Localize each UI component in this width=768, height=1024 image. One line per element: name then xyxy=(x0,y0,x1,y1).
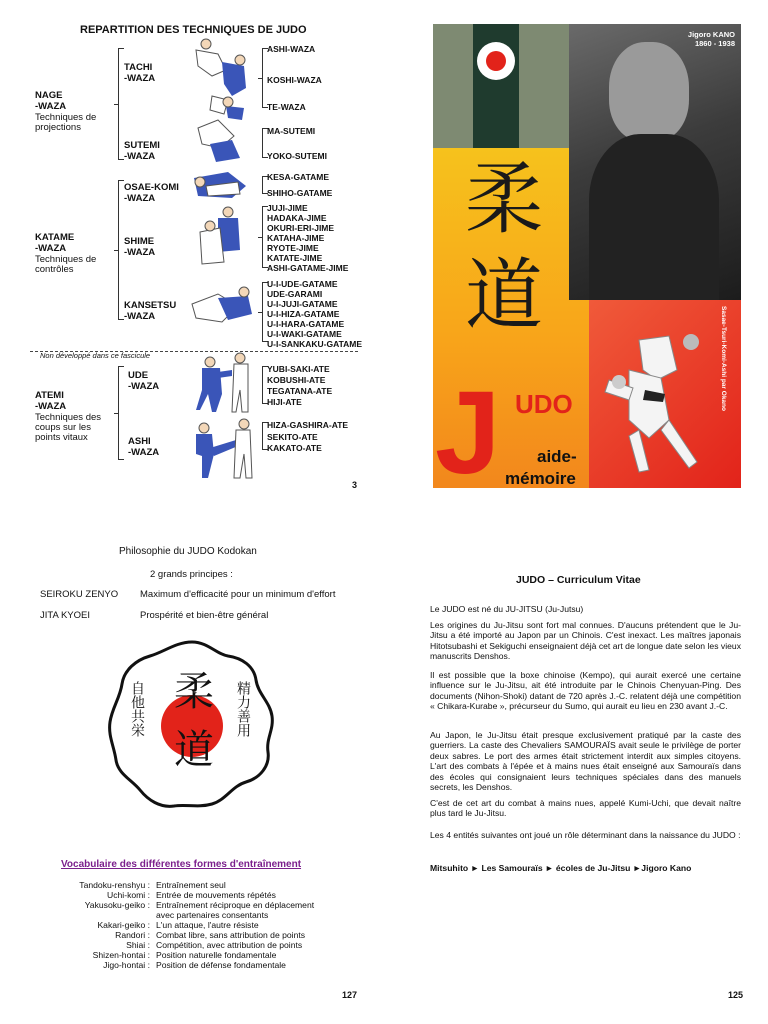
kansetsu-item-3: U-I-HIZA-GATAME xyxy=(267,309,340,319)
vocab-def-5: Combat libre, sans attribution de points xyxy=(156,930,306,940)
katame-brace xyxy=(118,180,119,320)
shime-item-4: RYOTE-JIME xyxy=(267,243,319,253)
big-j-letter: J xyxy=(435,367,501,488)
shime-item-2: OKURI-ERI-JIME xyxy=(267,223,335,233)
ude-item-0: YUBI-SAKI-ATE xyxy=(267,364,330,374)
tachi-brace xyxy=(262,48,263,108)
not-developed-note: Non développé dans ce fascicule xyxy=(40,351,151,360)
katame-desc-1: Techniques de xyxy=(35,254,97,265)
kanji-ju: 柔 xyxy=(465,155,544,245)
vocab-def-0: Entraînement seul xyxy=(156,880,226,890)
ashi-brace xyxy=(262,422,263,450)
sutemi-item-0: MA-SUTEMI xyxy=(267,126,316,136)
tachi-label-1: TACHI xyxy=(124,62,153,73)
kanji-do: 道 xyxy=(465,251,544,341)
katame-desc-2: contrôles xyxy=(35,264,74,275)
portrait-caption-years: 1860 - 1938 xyxy=(694,39,735,48)
kansetsu-item-0: U-I-UDE-GATAME xyxy=(267,279,338,289)
emblem-right-motto: 精力善用 xyxy=(235,681,251,737)
red-panel xyxy=(589,300,741,488)
shime-label-2: -WAZA xyxy=(124,247,156,258)
ashi-ate-figures xyxy=(196,419,252,478)
vocab-def-3: avec partenaires consentants xyxy=(156,910,269,920)
side-caption: Sasae-Tsuri-Komi-Ashi par Okano xyxy=(720,306,727,411)
principle-0-def: Maximum d'efficacité pour un minimum d'effort xyxy=(140,589,336,600)
ude-label-1: UDE xyxy=(128,370,149,381)
atemi-desc-1: Techniques des xyxy=(35,412,102,423)
emblem-left-motto: 自他共栄 xyxy=(129,681,145,737)
kansetsu-item-6: U-I-SANKAKU-GATAME xyxy=(267,339,363,349)
ashi-item-2: KAKATO-ATE xyxy=(267,443,322,453)
vocab-term-5: Randori : xyxy=(115,930,150,940)
principle-0-term: SEIROKU ZENYO xyxy=(40,589,119,600)
shime-item-6: ASHI-GATAME-JIME xyxy=(267,263,349,273)
atemi-name: ATEMI xyxy=(35,390,64,401)
shime-item-1: HADAKA-JIME xyxy=(267,213,327,223)
tachi-item-0: ASHI-WAZA xyxy=(267,44,316,54)
hinomaru-patch xyxy=(477,42,515,80)
vocab-def-7: Position naturelle fondamentale xyxy=(156,950,277,960)
cv-paragraph-2: Les origines du Ju-Jitsu sont fort mal connues. D'aucuns prétendent que le Ju-Jitsu a été importé au Japon par un Chinois. C'est inexact. Les maîtres japonais Hitotsubashi et Sekiguchi enseignaient déjà cet art de longue date selon les vieux manuscrits Denshos. xyxy=(430,620,741,662)
osaekomi-label-1: OSAE-KOMI xyxy=(124,182,179,193)
vocab-list xyxy=(0,880,380,980)
sutemi-label-1: SUTEMI xyxy=(124,140,160,151)
atemi-brace xyxy=(118,366,119,460)
kansetsu-item-2: U-I-JUJI-GATAME xyxy=(267,299,338,309)
osaekomi-brace xyxy=(262,176,263,194)
shime-item-3: KATAHA-JIME xyxy=(267,233,325,243)
osaekomi-label-2: -WAZA xyxy=(124,193,156,204)
nage-name: NAGE xyxy=(35,90,63,101)
emblem-kanji-do: 道 xyxy=(174,727,214,773)
emblem-kanji-ju: 柔 xyxy=(174,669,214,715)
nage-brace xyxy=(118,48,119,160)
cv-paragraph-3: Il est possible que la boxe chinoise (Kempo), qui aurait exercé une certaine influence sur le Ju-Jitsu, ait été introduite par le Chinois Chenyuan-Ping. Des documents (Nihon-Shoki) datant de 720 après J.-C. relatent déjà une compétition « Chikara-Kurabe », précurseur du Sumo, qui aurait eu lieu en 230 avant J.-C. xyxy=(430,670,741,712)
kansetsu-item-5: U-I-WAKI-GATAME xyxy=(267,329,342,339)
shime-item-0: JUJI-JIME xyxy=(267,203,308,213)
page-number-3: 3 xyxy=(352,480,358,490)
atemi-suffix: -WAZA xyxy=(35,401,67,412)
vocab-def-2: Entraînement réciproque en déplacement xyxy=(156,900,315,910)
principle-1-term: JITA KYOEI xyxy=(40,610,90,621)
ude-item-1: KOBUSHI-ATE xyxy=(267,375,326,385)
cover-panel xyxy=(433,24,741,488)
kansetsu-label-1: KANSETSU xyxy=(124,300,177,311)
ude-item-3: HIJI-ATE xyxy=(267,397,302,407)
throw-photo xyxy=(599,330,719,480)
ude-label-2: -WAZA xyxy=(128,381,160,392)
nage-suffix: -WAZA xyxy=(35,101,67,112)
sutemi-item-1: YOKO-SUTEMI xyxy=(267,151,327,161)
cv-paragraph-5: C'est de cet art du combat à mains nues, appelé Kumi-Uchi, que devait naître plus tard le Ju-Jitsu. xyxy=(430,798,741,819)
atemi-desc-3: points vitaux xyxy=(35,432,88,443)
portrait-kimono xyxy=(589,134,719,300)
osaekomi-illustration xyxy=(194,172,246,198)
vocab-def-1: Entrée de mouvements répétés xyxy=(156,890,276,900)
nage-desc-2: projections xyxy=(35,122,81,133)
vocab-term-2: Yakusoku-geiko : xyxy=(84,900,150,910)
technique-illustrations xyxy=(188,36,256,366)
vocab-term-1: Uchi-komi : xyxy=(107,890,150,900)
katame-suffix: -WAZA xyxy=(35,243,67,254)
page-number-127: 127 xyxy=(342,990,358,1000)
tachi-label-2: -WAZA xyxy=(124,73,156,84)
vocab-term-4: Kakari-geiko : xyxy=(97,920,150,930)
ude-item-2: TEGATANA-ATE xyxy=(267,386,333,396)
principles-label: 2 grands principes : xyxy=(150,569,233,580)
kansetsu-brace xyxy=(262,282,263,342)
shime-illustration xyxy=(200,207,240,264)
vocab-term-7: Shizen-hontai : xyxy=(92,950,150,960)
portrait-face xyxy=(609,42,689,142)
cv-paragraph-1: Le JUDO est né du JU-JITSU (Ju-Jutsu) xyxy=(430,604,584,614)
osaekomi-item-0: KESA-GATAME xyxy=(267,172,330,182)
principle-1-def: Prospérité et bien-être général xyxy=(140,610,269,621)
belt-photo xyxy=(433,24,569,148)
cv-title: JUDO – Curriculum Vitae xyxy=(516,574,641,586)
techniques-title: REPARTITION DES TECHNIQUES DE JUDO xyxy=(80,24,307,36)
sutemi-label-2: -WAZA xyxy=(124,151,156,162)
portrait-caption-name: Jigoro KANO xyxy=(687,30,735,39)
kansetsu-illustration xyxy=(192,287,252,322)
ude-ate-figures xyxy=(196,353,248,412)
ashi-label-1: ASHI xyxy=(128,436,151,447)
vocab-term-0: Tandoku-renshyu : xyxy=(79,880,150,890)
osaekomi-item-1: SHIHO-GATAME xyxy=(267,188,333,198)
ude-brace xyxy=(262,366,263,404)
ashi-label-2: -WAZA xyxy=(128,447,160,458)
nage-desc-1: Techniques de xyxy=(35,112,97,123)
tachi-item-2: TE-WAZA xyxy=(267,102,306,112)
shime-label-1: SHIME xyxy=(124,236,155,247)
vocab-def-8: Position de défense fondamentale xyxy=(156,960,286,970)
kano-portrait xyxy=(569,24,741,300)
tachi-item-1: KOSHI-WAZA xyxy=(267,75,322,85)
kansetsu-item-4: U-I-HARA-GATAME xyxy=(267,319,345,329)
vocab-term-6: Shiai : xyxy=(126,940,150,950)
ashi-item-1: SEKITO-ATE xyxy=(267,432,318,442)
sutemi-brace xyxy=(262,128,263,158)
word-memoire: mémoire xyxy=(505,469,576,488)
word-udo: UDO xyxy=(515,389,573,419)
vocab-term-8: Jigo-hontai : xyxy=(103,960,150,970)
word-aide: aide- xyxy=(537,447,577,466)
vocab-def-4: L'un attaque, l'autre résiste xyxy=(156,920,259,930)
ashi-item-0: HIZA-GASHIRA-ATE xyxy=(267,420,349,430)
cv-lineage: Mitsuhito ► Les Samouraïs ► écoles de Ju-Jitsu ►Jigoro Kano xyxy=(430,863,692,873)
shime-item-5: KATATE-JIME xyxy=(267,253,323,263)
tachi-waza-illustration xyxy=(196,39,246,120)
kansetsu-item-1: UDE-GARAMI xyxy=(267,289,323,299)
shime-brace xyxy=(262,206,263,268)
atemi-illustrations xyxy=(188,350,256,485)
kansetsu-label-2: -WAZA xyxy=(124,311,156,322)
cv-paragraph-6: Les 4 entités suivantes ont joué un rôle déterminant dans la naissance du JUDO : xyxy=(430,830,741,840)
cv-paragraph-4: Au Japon, le Ju-Jitsu était presque exclusivement pratiqué par la caste des guerriers. La caste des Chevaliers SAMOURAÏS avait seule le privilège de porter deux sabres. Le port des armes était strictement interdit aux simples citoyens. L'art des combats à l'épée et à mains nues était enseigné aux Samouraïs dans des écoles qui consignaient leurs techniques spéciales dans des manuels secrets, les Denshos. xyxy=(430,730,741,793)
vocab-def-6: Compétition, avec attribution de points xyxy=(156,940,303,950)
philosophy-title: Philosophie du JUDO Kodokan xyxy=(119,546,257,557)
atemi-desc-2: coups sur les xyxy=(35,422,91,433)
katame-name: KATAME xyxy=(35,232,75,243)
page-number-125: 125 xyxy=(728,990,744,1000)
vocab-title: Vocabulaire des différentes formes d'entraînement xyxy=(61,859,302,870)
